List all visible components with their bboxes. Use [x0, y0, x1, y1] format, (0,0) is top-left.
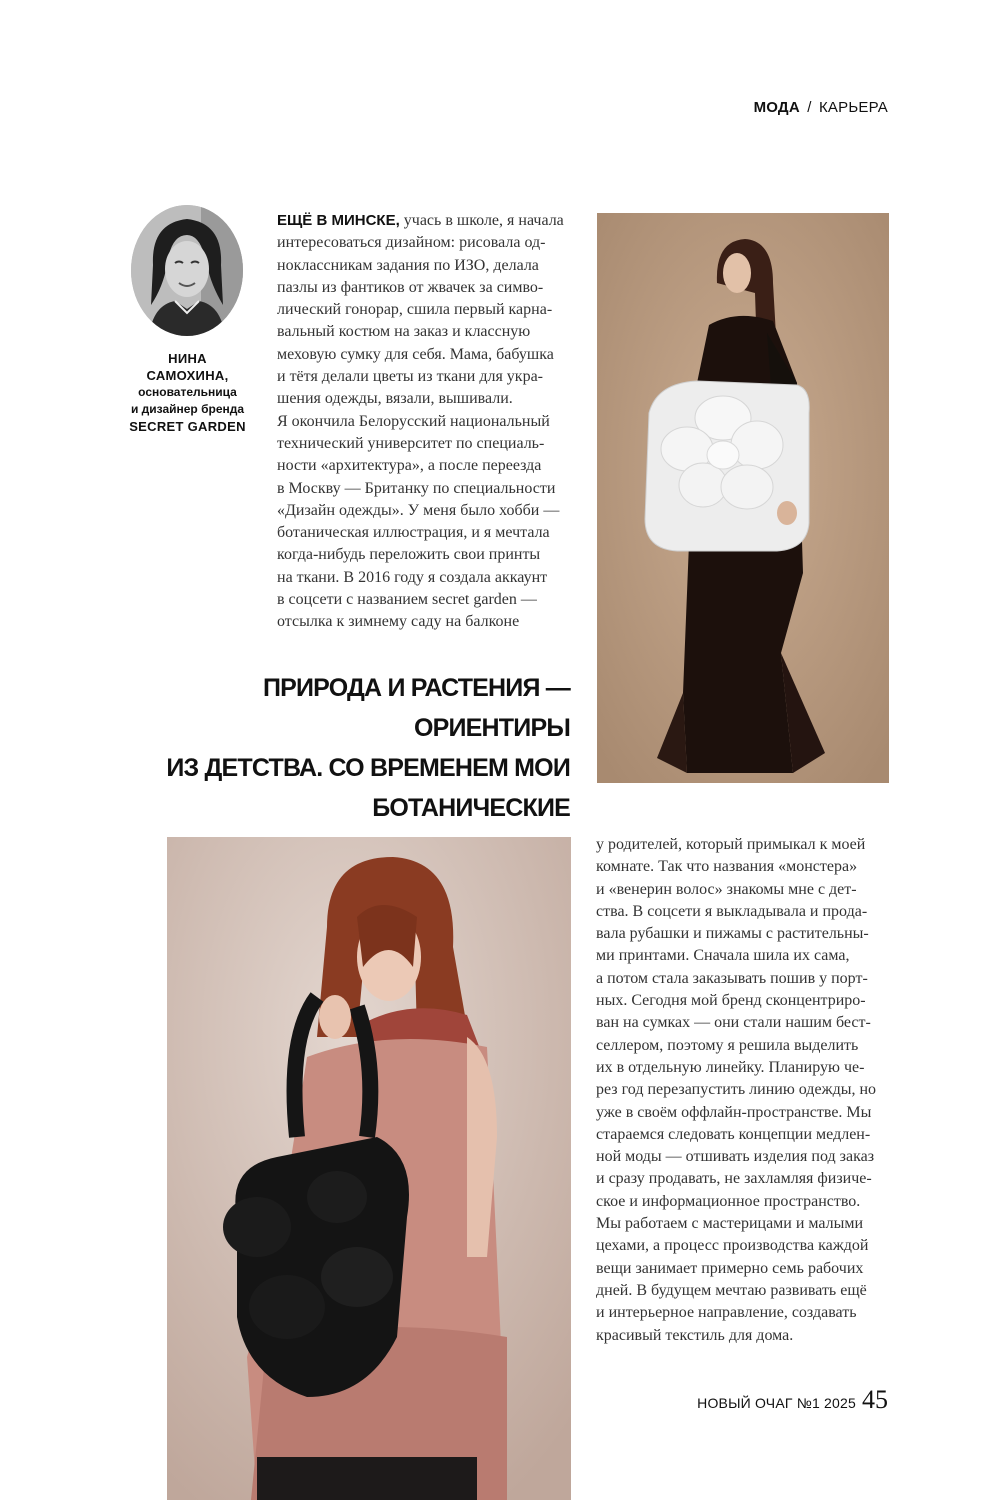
pull-quote-line1: ПРИРОДА И РАСТЕНИЯ — ОРИЕНТИРЫ — [262, 674, 570, 742]
article-lead: ЕЩЁ В МИНСКЕ, — [277, 212, 400, 229]
article-line: селлером, поэтому я решила выделить — [596, 1036, 859, 1054]
article-line: вала рубашки и пижамы с растительны- — [596, 925, 869, 943]
article-line: Я окончила Белорусский национальный — [277, 412, 550, 430]
author-name-line2: САМОХИНА, — [146, 368, 229, 383]
article-line: комнате. Так что названия «монстера» — [596, 858, 858, 876]
section-subrubric: КАРЬЕРА — [818, 99, 888, 116]
article-line: интересоваться дизайном: рисовала од- — [277, 234, 546, 252]
page-footer — [697, 1385, 888, 1415]
article-line: когда-нибудь переложить свои принты — [277, 546, 541, 564]
author-brand: SECRET GARDEN — [129, 419, 246, 434]
section-header — [754, 99, 888, 116]
article-line: ван на сумках — они стали нашим бест- — [596, 1014, 871, 1032]
article-line: рез год перезапустить линию одежды, но — [596, 1081, 877, 1099]
article-line: ми принтами. Сначала шила их сама, — [596, 947, 850, 965]
article-line: пазлы из фантиков от жвачек за симво- — [277, 278, 544, 296]
article-line: ных. Сегодня мой бренд сконцентриро- — [596, 992, 866, 1010]
article-line: цехами, а процесс производства каждой — [596, 1237, 869, 1255]
article-line: и интерьерное направление, создавать — [596, 1304, 857, 1322]
author-caption — [120, 350, 255, 435]
author-role-line2: и дизайнер бренда — [130, 402, 245, 416]
article-line: ности «архитектура», а после переезда — [277, 457, 542, 475]
article-line-text: учась в школе, я начала — [399, 212, 564, 229]
author-name-line1: НИНА — [168, 351, 207, 366]
article-line: а потом стала заказывать пошив у порт- — [596, 969, 868, 987]
magazine-issue: НОВЫЙ ОЧАГ №1 2025 — [697, 1395, 856, 1411]
article-line: меховую сумку для себя. Мама, бабушка — [277, 345, 554, 363]
article-line: и тётя делали цветы из ткани для укра- — [277, 368, 543, 386]
fashion-photo-white-bag — [597, 213, 889, 783]
article-line: ское и информационное пространство. — [596, 1192, 861, 1210]
article-line — [277, 210, 577, 232]
article-column-2 — [596, 834, 896, 1347]
author-portrait — [131, 205, 243, 336]
article-line: в соцсети с названием secret garden — — [277, 591, 537, 609]
article-line: шения одежды, вязали, вышивали. — [277, 390, 513, 408]
article-line: их в отдельную линейку. Планирую че- — [596, 1058, 865, 1076]
article-line: Мы работаем с мастерицами и малыми — [596, 1215, 864, 1233]
article-line: лический гонорар, сшила первый карна- — [277, 301, 553, 319]
article-line: стараемся следовать концепции медлен- — [596, 1125, 871, 1143]
article-line: дней. В будущем мечтаю развивать ещё — [596, 1281, 867, 1299]
article-line: ства. В соцсети я выкладывала и прода- — [596, 902, 868, 920]
article-line: отсылка к зимнему саду на балконе — [277, 613, 520, 631]
article-line: уже в своём оффлайн-пространстве. Мы — [596, 1103, 872, 1121]
article-line: вальный костюм на заказ и классную — [277, 323, 531, 341]
article-line: ноклассникам задания по ИЗО, делала — [277, 256, 539, 274]
article-line: и сразу продавать, не захламляя физиче- — [596, 1170, 872, 1188]
article-line: и «венерин волос» знакомы мне с дет- — [596, 880, 857, 898]
section-rubric: МОДА — [753, 99, 800, 116]
article-line: «Дизайн одежды». У меня было хобби — — [277, 501, 560, 519]
article-line: в Москву — Британку по специальности — [277, 479, 556, 497]
author-role-line1: основательница — [138, 385, 237, 399]
article-line: технический университет по специаль- — [277, 434, 545, 452]
article-line: вещи занимает примерно семь рабочих — [596, 1259, 864, 1277]
article-line: красивый текстиль для дома. — [596, 1326, 794, 1344]
fashion-photo-black-bag — [167, 837, 571, 1500]
section-separator: / — [807, 99, 812, 116]
pull-quote-line2: ИЗ ДЕТСТВА. СО ВРЕМЕНЕМ МОИ БОТАНИЧЕСКИЕ — [166, 754, 570, 822]
article-line: ной моды — отшивать изделия под заказ — [596, 1148, 875, 1166]
article-line: на ткани. В 2016 году я создала аккаунт — [277, 568, 548, 586]
article-line: ботаническая иллюстрация, и я мечтала — [277, 524, 550, 542]
article-line: у родителей, который примыкал к моей — [596, 836, 866, 853]
page-number: 45 — [862, 1385, 888, 1414]
article-column-1 — [277, 210, 577, 634]
